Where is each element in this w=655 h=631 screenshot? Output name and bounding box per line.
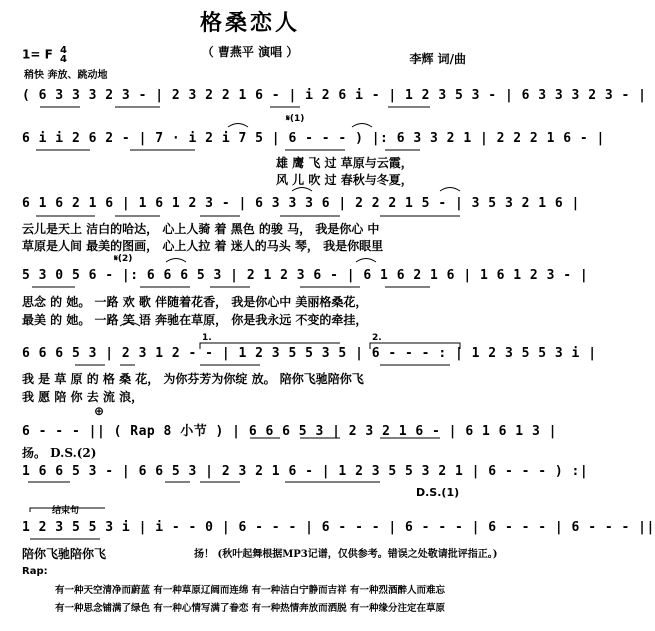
coda-mark: ⊕ bbox=[94, 404, 105, 418]
segno-mark-2: 𝄋(2) bbox=[114, 254, 133, 264]
key-label: 1= F bbox=[22, 47, 53, 62]
rap-line-2: 有一种思念铺满了绿色 有一种心情写满了眷恋 有一种热情奔放而洒脱 有一种缘分注定在草原 bbox=[55, 603, 445, 614]
lyrics-row-2-verse-1: 雄 鹰 飞 过 草原与云霞， bbox=[276, 156, 413, 170]
notation-row-2: 6 i i 2 6 2 - | 7 · i 2 i 7 5 | 6 - - - ) |: 6 3 3 2 1 | 2 2 2 1 6 - | bbox=[22, 131, 605, 146]
notation-row-6: 6 - - - || ( Rap 8 小节 ) | 6 6 6 5 3 | 2 3 2 1 6 - | 6 1 6 1 3 | bbox=[22, 424, 557, 439]
volta-label-1: 1. bbox=[202, 333, 212, 343]
rap-line-1: 有一种天空清净而蔚蓝 有一种草原辽阔而连绵 有一种洁白宁静而吉祥 有一种烈酒醉人而难忘 bbox=[55, 585, 445, 596]
time-numerator: 4 bbox=[59, 45, 67, 56]
singer-credit: （ 曹燕平 演唱 ） bbox=[201, 45, 299, 59]
lyrics-row-8-verse-1: 陪你飞驰陪你飞 bbox=[22, 547, 107, 561]
segno-mark-1: 𝄋(1) bbox=[286, 114, 305, 124]
ds-mark-1: D.S.(1) bbox=[416, 486, 460, 499]
notation-row-3: 6 1 6 2 1 6 | 1 6 1 2 3 - | 6 3 3 3 6 | 2 2 2 1 5 - | 3 5 3 2 1 6 | bbox=[22, 196, 580, 211]
lyrics-row-5-verse-2: 我 愿 陪 你 去 流 浪， bbox=[22, 390, 144, 404]
slur bbox=[166, 259, 186, 263]
volta-label-2: 2. bbox=[372, 333, 382, 343]
slur bbox=[356, 259, 376, 263]
slur bbox=[440, 188, 460, 192]
notation-row-8: 1 2 3 5 5 3 i | i - - 0 | 6 - - - | 6 - - - | 6 - - - | 6 - - - | 6 - - - || bbox=[22, 520, 655, 535]
lyrics-row-3-verse-2: 草原是人间 最美的图画， 心上人拉 着 迷人的马头 琴， 我是你眼里 bbox=[22, 239, 384, 253]
rap-label: Rap: bbox=[22, 566, 48, 577]
lyrics-row-4-verse-2: 最美 的 她。 一路 笑 语 奔驰在草原， 你是我永远 不变的牵挂， bbox=[22, 313, 368, 327]
lyrics-row-2-verse-2: 风 儿 吹 过 春秋与冬夏， bbox=[276, 173, 413, 187]
slur bbox=[292, 188, 312, 192]
tempo-style: 稍快 奔放、跳动地 bbox=[24, 70, 108, 81]
author-credit: 李辉 词/曲 bbox=[409, 52, 466, 66]
notation-row-4: 5 3 0 5 6 - |: 6 6 6 5 3 | 2 1 2 3 6 - | 6 1 6 2 1 6 | 1 6 1 2 3 - | bbox=[22, 268, 589, 283]
lyrics-row-4-verse-1: 思念 的 她。 一路 欢 歌 伴随着花香， 我是你心中 美丽格桑花， bbox=[22, 295, 368, 309]
lyrics-row-3-verse-1: 云儿是天上 洁白的哈达， 心上人骑 着 黑色 的骏 马， 我是你心 中 bbox=[22, 222, 380, 236]
lyrics-row-8-verse-2: 扬！ (秋叶起舞根据MP3记谱，仅供参考。错误之处敬请批评指正。) bbox=[194, 549, 498, 560]
time-denominator: 4 bbox=[59, 54, 67, 65]
slur bbox=[228, 124, 248, 128]
lyrics-row-6: 扬。 D.S.(2) bbox=[22, 446, 97, 460]
ending-label: 结束句 bbox=[52, 506, 80, 516]
notation-row-5: 6 6 6 5 3 | 2 3 1 2 - - | 1 2 3 5 5 3 5 | 6 - - - : | 1 2 3 5 5 3 i | bbox=[22, 346, 597, 361]
notation-row-7: 1 6 6 5 3 - | 6 6 5 3 | 2 3 2 1 6 - | 1 2 3 5 5 3 2 1 | 6 - - - ) :| bbox=[22, 464, 589, 479]
song-title: 格桑恋人 bbox=[199, 11, 300, 36]
notation-row-1: ( 6 3 3 3 2 3 - | 2 3 2 2 1 6 - | i 2 6 i - | 1 2 3 5 3 - | 6 3 3 3 2 3 - | bbox=[22, 88, 647, 103]
slur bbox=[352, 124, 372, 128]
lyrics-row-5-verse-1: 我 是 草 原 的 格 桑 花， 为你芬芳为你绽 放。 陪你飞驰陪你飞 bbox=[22, 372, 364, 386]
